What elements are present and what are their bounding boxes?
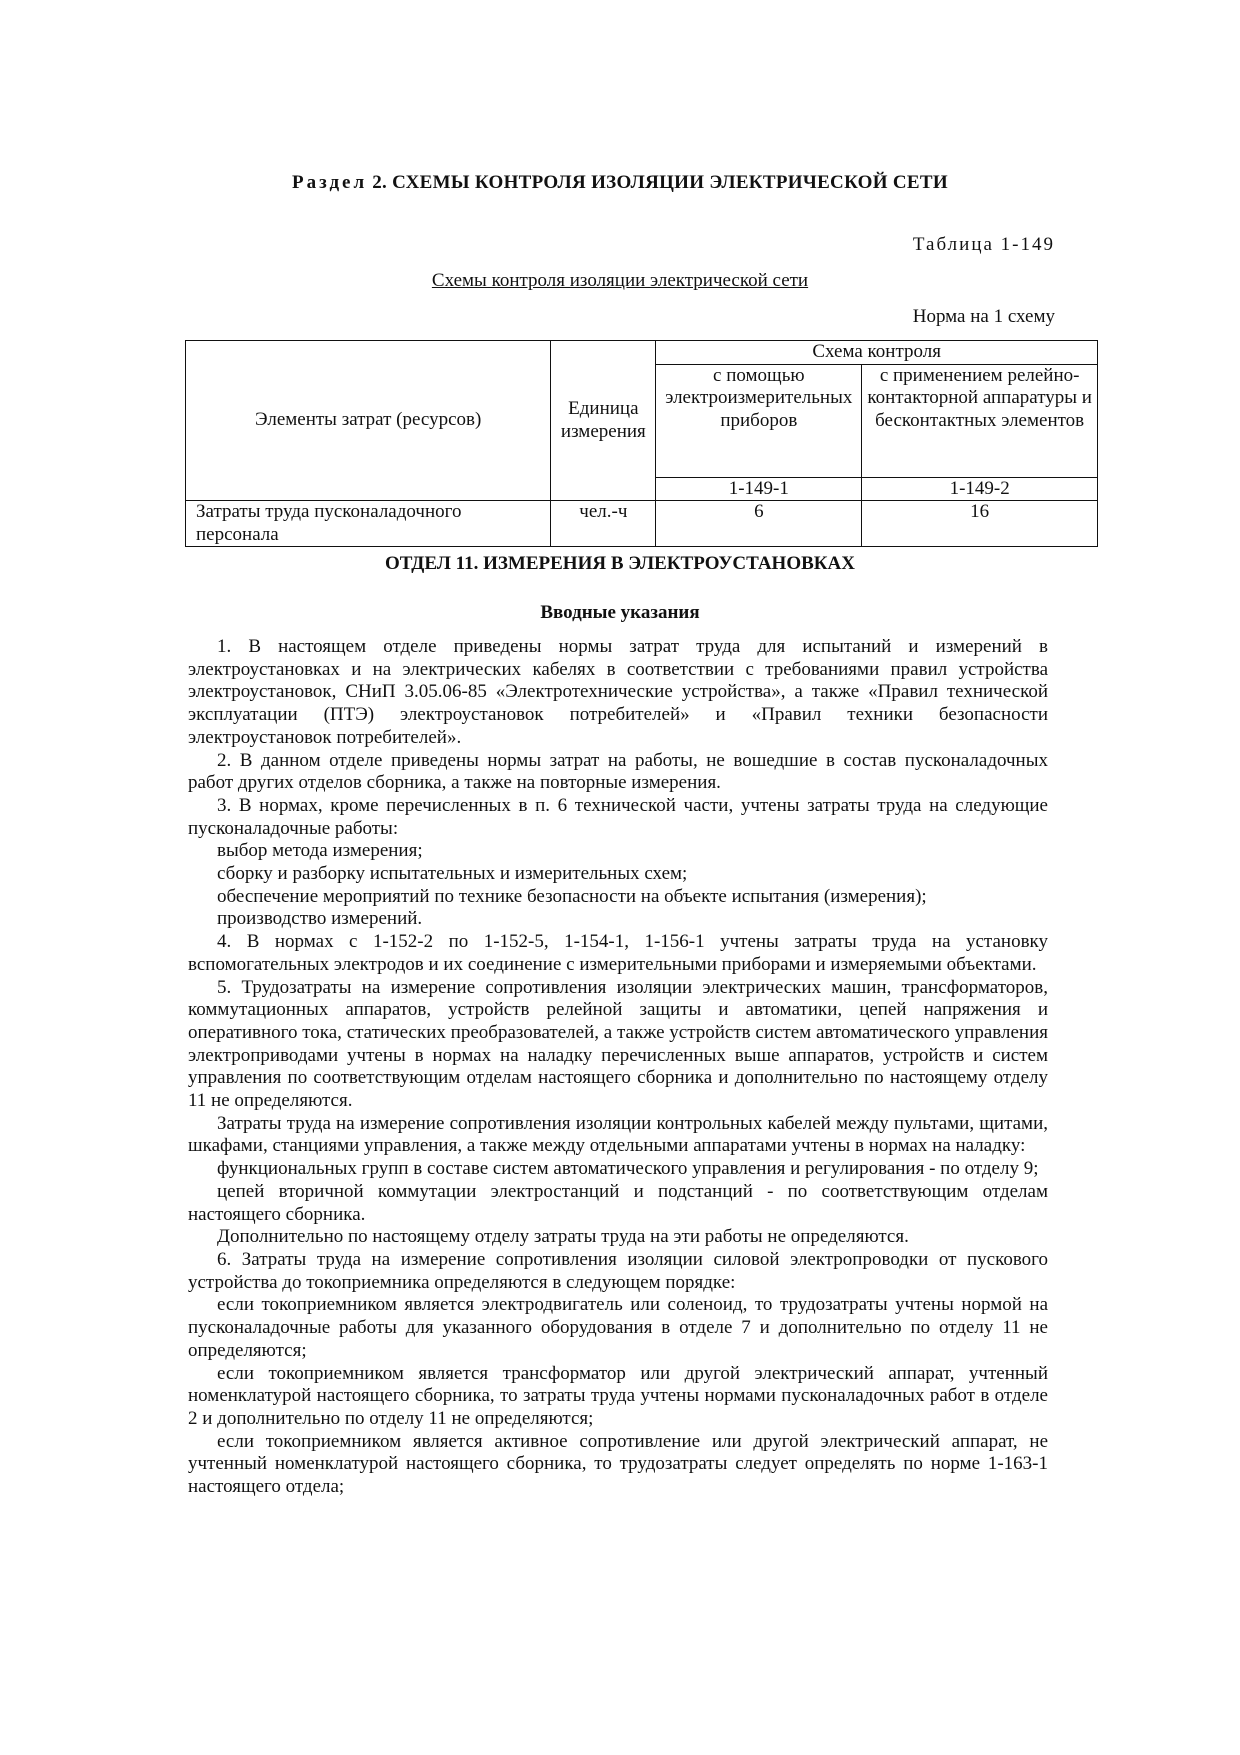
header-col-b: с применением релейно-контакторной аппаратуры и бесконтактных элементов <box>862 364 1098 477</box>
paragraph: Затраты труда на измерение сопротивления изоляции контрольных кабелей между пультами, щитами, шкафами, станциями управления, а также между отдельными аппаратами учтены в нормах на наладку: <box>188 1112 1048 1157</box>
paragraph: производство измерений. <box>217 908 423 930</box>
paragraph: если токоприемником является электродвигатель или соленоид, то трудозатраты учтены нормой на пусконаладочные работы для указанного оборудования в отделе 7 и дополнительно по отделу 11 не определяются; <box>188 1294 1048 1361</box>
code-col-a: 1-149-1 <box>656 477 862 501</box>
row-value-a: 6 <box>656 501 862 547</box>
table-header-row <box>186 341 1098 365</box>
paragraph: обеспечение мероприятий по технике безопасности на объекте испытания (измерения); <box>217 885 927 907</box>
paragraph: если токоприемником является активное сопротивление или другой электрический аппарат, не учтенный номенклатурой настоящего сборника, то трудозатраты следует определять по норме 1-163-1 настоящего отдела; <box>188 1430 1048 1498</box>
paragraph: 5. Трудозатраты на измерение сопротивления изоляции электрических машин, трансформаторов, коммутационных аппаратов, устройств релейной защиты и автоматики, цепей напряжения и оперативного тока, статических преобразователей, а также устройств систем автоматического управления электроприводами учтены в нормах на наладку перечисленных выше аппаратов, устройств и систем управления по соответствующим отделам настоящего сборника и дополнительно по настоящему отделу 11 не определяются. <box>188 976 1048 1112</box>
paragraph: если токоприемником является трансформатор или другой электрический аппарат, учтенный номенклатурой настоящего сборника, то затраты труда учтены нормами пусконаладочных работ в отделе 2 и дополнительно по отделу 11 не определяются; <box>188 1362 1048 1429</box>
row-name: Затраты труда пусконаладочного персонала <box>186 501 551 547</box>
paragraph: 4. В нормах с 1-152-2 по 1-152-5, 1-154-1, 1-156-1 учтены затраты труда на установку вспомогательных электродов и их соединение с измерительными приборами и измеряемыми объектами. <box>188 931 1048 975</box>
paragraph: функциональных групп в составе систем автоматического управления и регулирования - по отделу 9; <box>217 1158 1039 1180</box>
header-elements: Элементы затрат (ресурсов) <box>186 341 551 501</box>
cost-table <box>185 340 1098 547</box>
header-control-scheme: Схема контроля <box>656 341 1098 365</box>
section-prefix: Раздел <box>292 172 368 193</box>
section-heading: 2. СХЕМЫ КОНТРОЛЯ ИЗОЛЯЦИИ ЭЛЕКТРИЧЕСКОЙ СЕТИ <box>372 172 948 193</box>
paragraph: 1. В настоящем отделе приведены нормы затрат труда для испытаний и измерений в электроустановках и на электрических кабелях в соответствии с требованиями правил устройства электроустановок, СНиП 3.05.06-85 «Электротехнические устройства», а также «Правил технической эксплуатации (ПТЭ) электроустановок потребителей» и «Правил техники безопасности электроустановок потребителей». <box>188 636 1048 748</box>
paragraph: 6. Затраты труда на измерение сопротивления изоляции силовой электропроводки от пускового устройства до токоприемника определяются в следующем порядке: <box>188 1248 1048 1293</box>
row-value-b: 16 <box>862 501 1098 547</box>
header-unit: Единица измерения <box>551 341 656 501</box>
paragraph: 2. В данном отделе приведены нормы затрат на работы, не вошедшие в состав пусконаладочных работ других отделов сборника, а также на повторные измерения. <box>188 749 1048 794</box>
header-col-a: с помощью электроизмерительных приборов <box>656 364 862 477</box>
row-unit: чел.-ч <box>551 501 656 547</box>
table-row <box>186 501 1098 547</box>
paragraph: 3. В нормах, кроме перечисленных в п. 6 технической части, учтены затраты труда на следующие пусконаладочные работы: <box>188 794 1048 839</box>
paragraph: Дополнительно по настоящему отделу затраты труда на эти работы не определяются. <box>217 1226 909 1248</box>
section-title <box>0 172 1240 194</box>
table-number: Таблица 1-149 <box>912 234 1055 255</box>
paragraph: цепей вторичной коммутации электростанций и подстанций - по соответствующим отделам настоящего сборника. <box>188 1180 1048 1225</box>
intro-title: Вводные указания <box>540 602 700 623</box>
body-text <box>188 636 1048 1499</box>
table-caption: Схемы контроля изоляции электрической сети <box>431 270 809 291</box>
department-title: ОТДЕЛ 11. ИЗМЕРЕНИЯ В ЭЛЕКТРОУСТАНОВКАХ <box>385 553 855 574</box>
paragraph: сборку и разборку испытательных и измерительных схем; <box>217 863 688 885</box>
code-col-b: 1-149-2 <box>862 477 1098 501</box>
norm-label: Норма на 1 схему <box>912 306 1055 327</box>
paragraph: выбор метода измерения; <box>217 840 423 862</box>
